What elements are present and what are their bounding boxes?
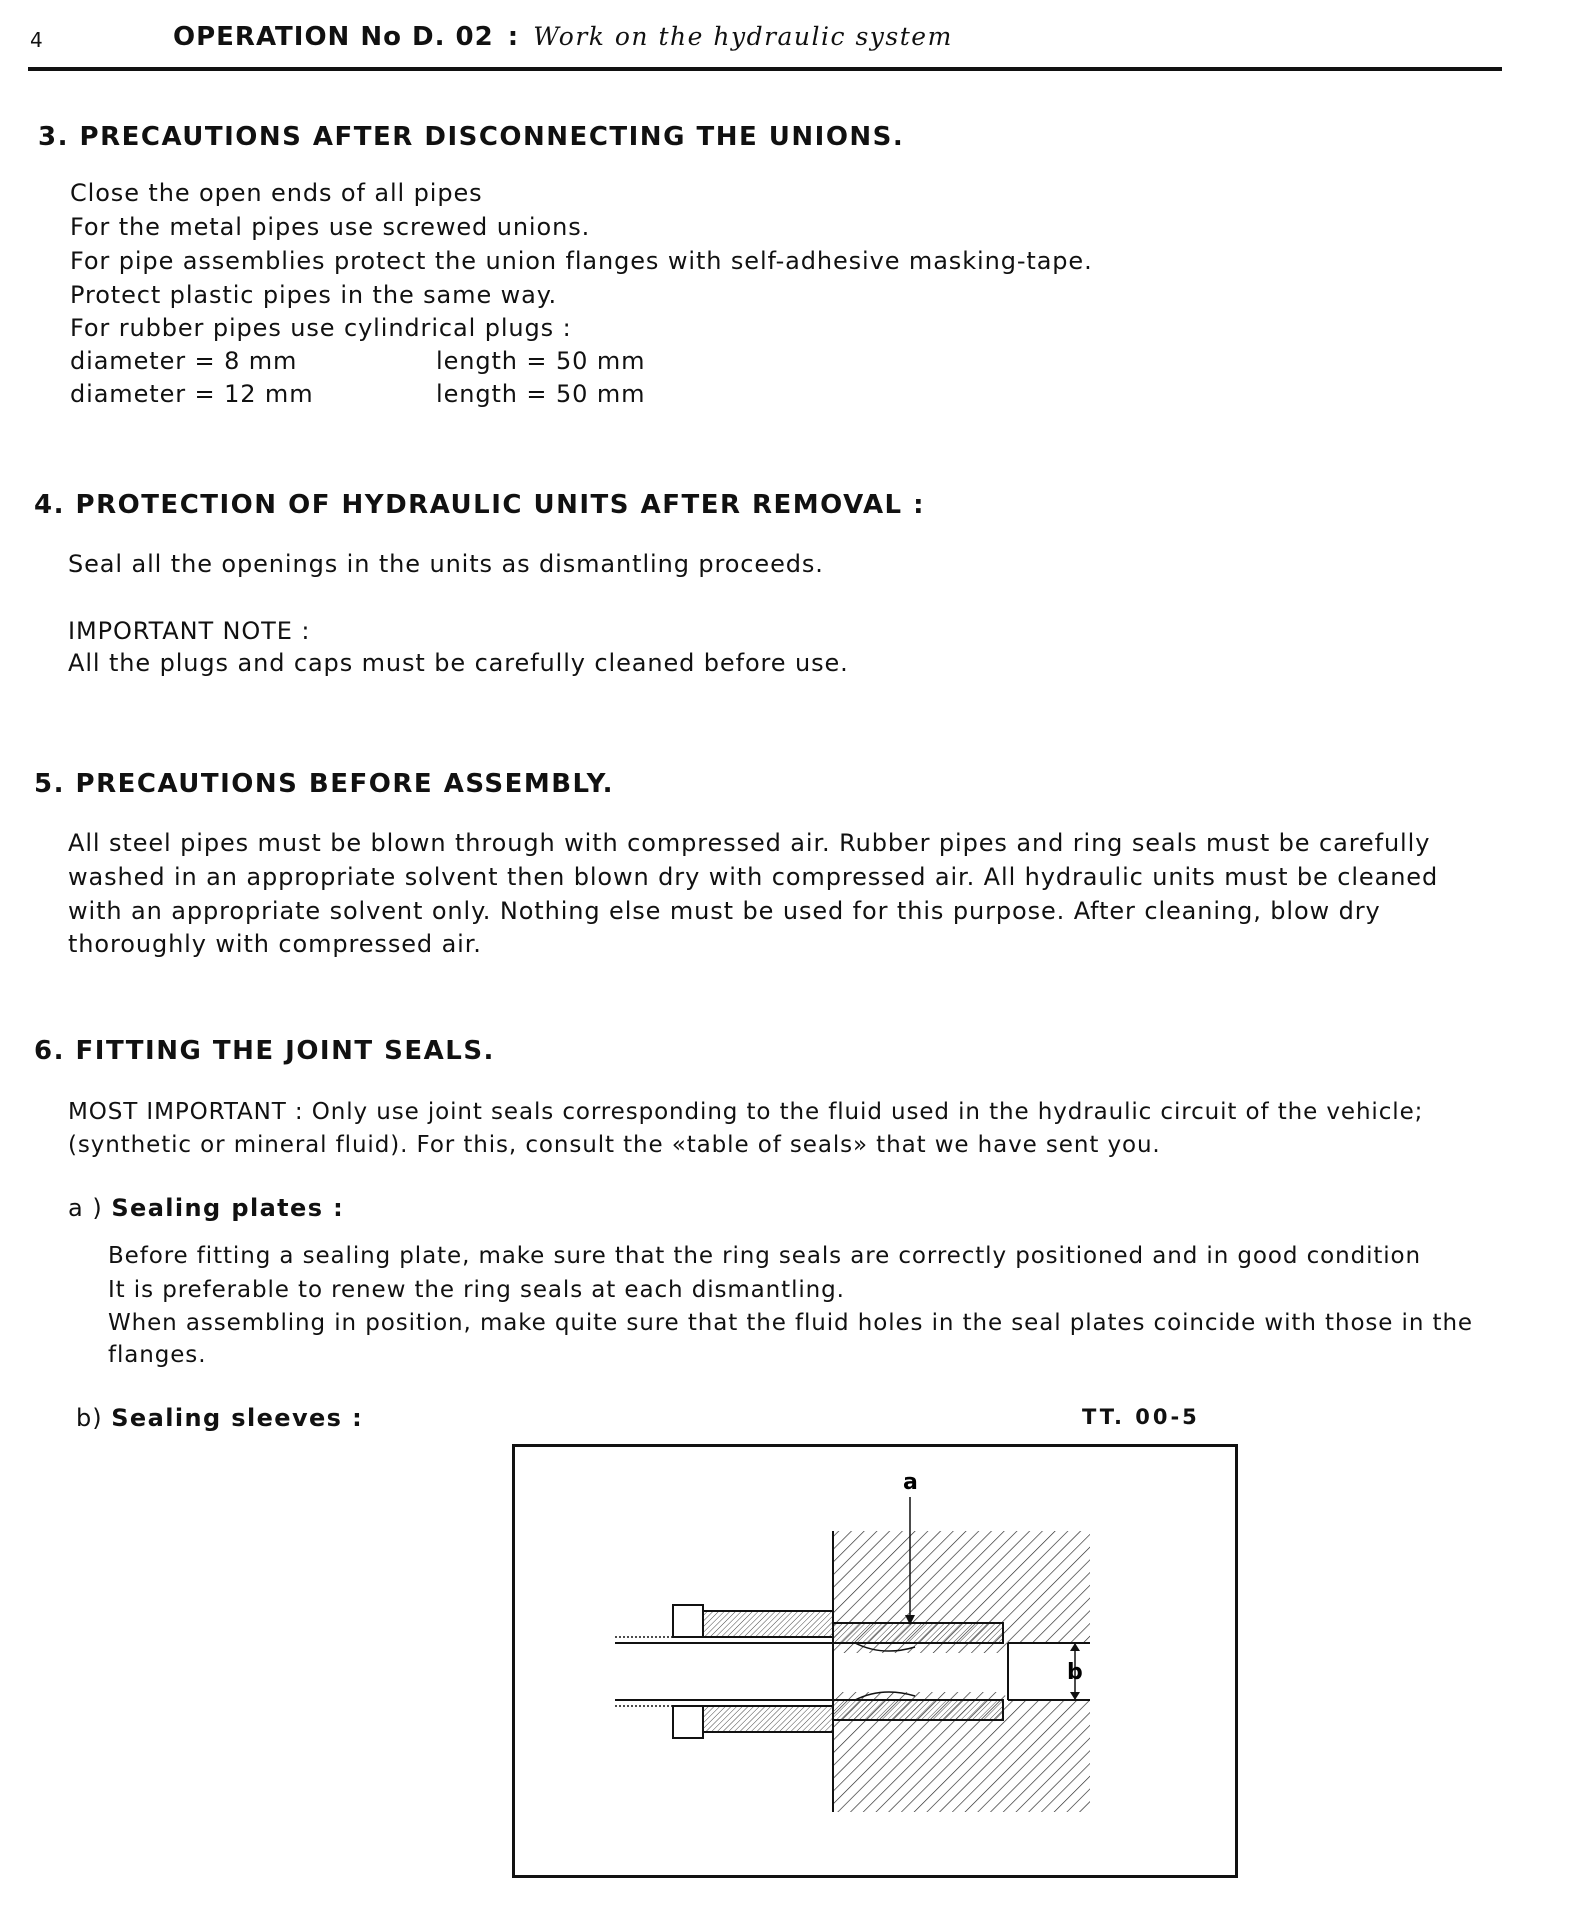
- section-6-line: (synthetic or mineral fluid). For this, consult the «table of seals» that we have sent you.: [68, 1132, 1161, 1158]
- sealing-sleeve-bottom: [833, 1700, 1003, 1720]
- section-6-heading: 6. FITTING THE JOINT SEALS.: [34, 1036, 495, 1066]
- plug-length: length = 50 mm: [436, 380, 646, 408]
- important-note-text: All the plugs and caps must be carefully cleaned before use.: [68, 649, 849, 677]
- section-3-line: For the metal pipes use screwed unions.: [70, 213, 591, 241]
- page-number: 4: [30, 28, 43, 52]
- section-5-line: thoroughly with compressed air.: [68, 930, 482, 958]
- header-subtitle: Work on the hydraulic system: [533, 22, 953, 51]
- subsection-a-heading: [68, 1194, 344, 1222]
- section-5-line: washed in an appropriate solvent then blown dry with compressed air. All hydraulic units must be cleaned: [68, 863, 1439, 891]
- operation-code: OPERATION No D. 02: [173, 22, 494, 52]
- sealing-sleeve-diagram: [515, 1447, 1235, 1875]
- plug-diameter: diameter = 12 mm: [70, 380, 314, 408]
- section-3-heading: 3. PRECAUTIONS AFTER DISCONNECTING THE UNIONS.: [38, 122, 905, 152]
- section-3-line: Close the open ends of all pipes: [70, 179, 483, 207]
- subsection-a-line: flanges.: [108, 1342, 207, 1368]
- sealing-sleeve-top: [833, 1623, 1003, 1643]
- label-b: b: [1067, 1660, 1083, 1685]
- plug-length: length = 50 mm: [436, 347, 646, 375]
- label-a: a: [903, 1470, 918, 1495]
- subsection-b-title: Sealing sleeves :: [111, 1404, 364, 1432]
- section-5-line: with an appropriate solvent only. Nothing else must be used for this purpose. After cleaning, blow dry: [68, 897, 1381, 925]
- figure-reference: TT. 00-5: [1082, 1405, 1200, 1429]
- section-5-heading: 5. PRECAUTIONS BEFORE ASSEMBLY.: [34, 769, 614, 799]
- subsection-a-line: Before fitting a sealing plate, make sure that the ring seals are correctly positioned and in good condition: [108, 1243, 1422, 1269]
- section-4-text: Seal all the openings in the units as dismantling proceeds.: [68, 550, 824, 578]
- subsection-b-prefix: b): [76, 1404, 103, 1432]
- subsection-a-title: Sealing plates :: [111, 1194, 345, 1222]
- header-title: [173, 22, 953, 52]
- section-3-line: For rubber pipes use cylindrical plugs :: [70, 314, 572, 342]
- header-rule: [28, 67, 1502, 71]
- subsection-b-heading: [76, 1404, 363, 1432]
- sealing-sleeve-figure: [512, 1444, 1238, 1878]
- section-5-line: All steel pipes must be blown through with compressed air. Rubber pipes and ring seals must be carefully: [68, 829, 1431, 857]
- section-6-line: MOST IMPORTANT : Only use joint seals corresponding to the fluid used in the hydraulic circuit of the vehicle;: [68, 1099, 1424, 1125]
- header-separator: :: [507, 22, 520, 52]
- important-note-title: IMPORTANT NOTE :: [68, 617, 311, 645]
- section-4-heading: 4. PROTECTION OF HYDRAULIC UNITS AFTER REMOVAL :: [34, 490, 926, 520]
- plug-diameter: diameter = 8 mm: [70, 347, 298, 375]
- subsection-a-prefix: a ): [68, 1194, 103, 1222]
- subsection-a-line: When assembling in position, make quite sure that the fluid holes in the seal plates coincide with those in the: [108, 1310, 1473, 1336]
- section-3-line: For pipe assemblies protect the union flanges with self-adhesive masking-tape.: [70, 247, 1093, 275]
- subsection-a-line: It is preferable to renew the ring seals at each dismantling.: [108, 1277, 845, 1303]
- section-3-line: Protect plastic pipes in the same way.: [70, 281, 557, 309]
